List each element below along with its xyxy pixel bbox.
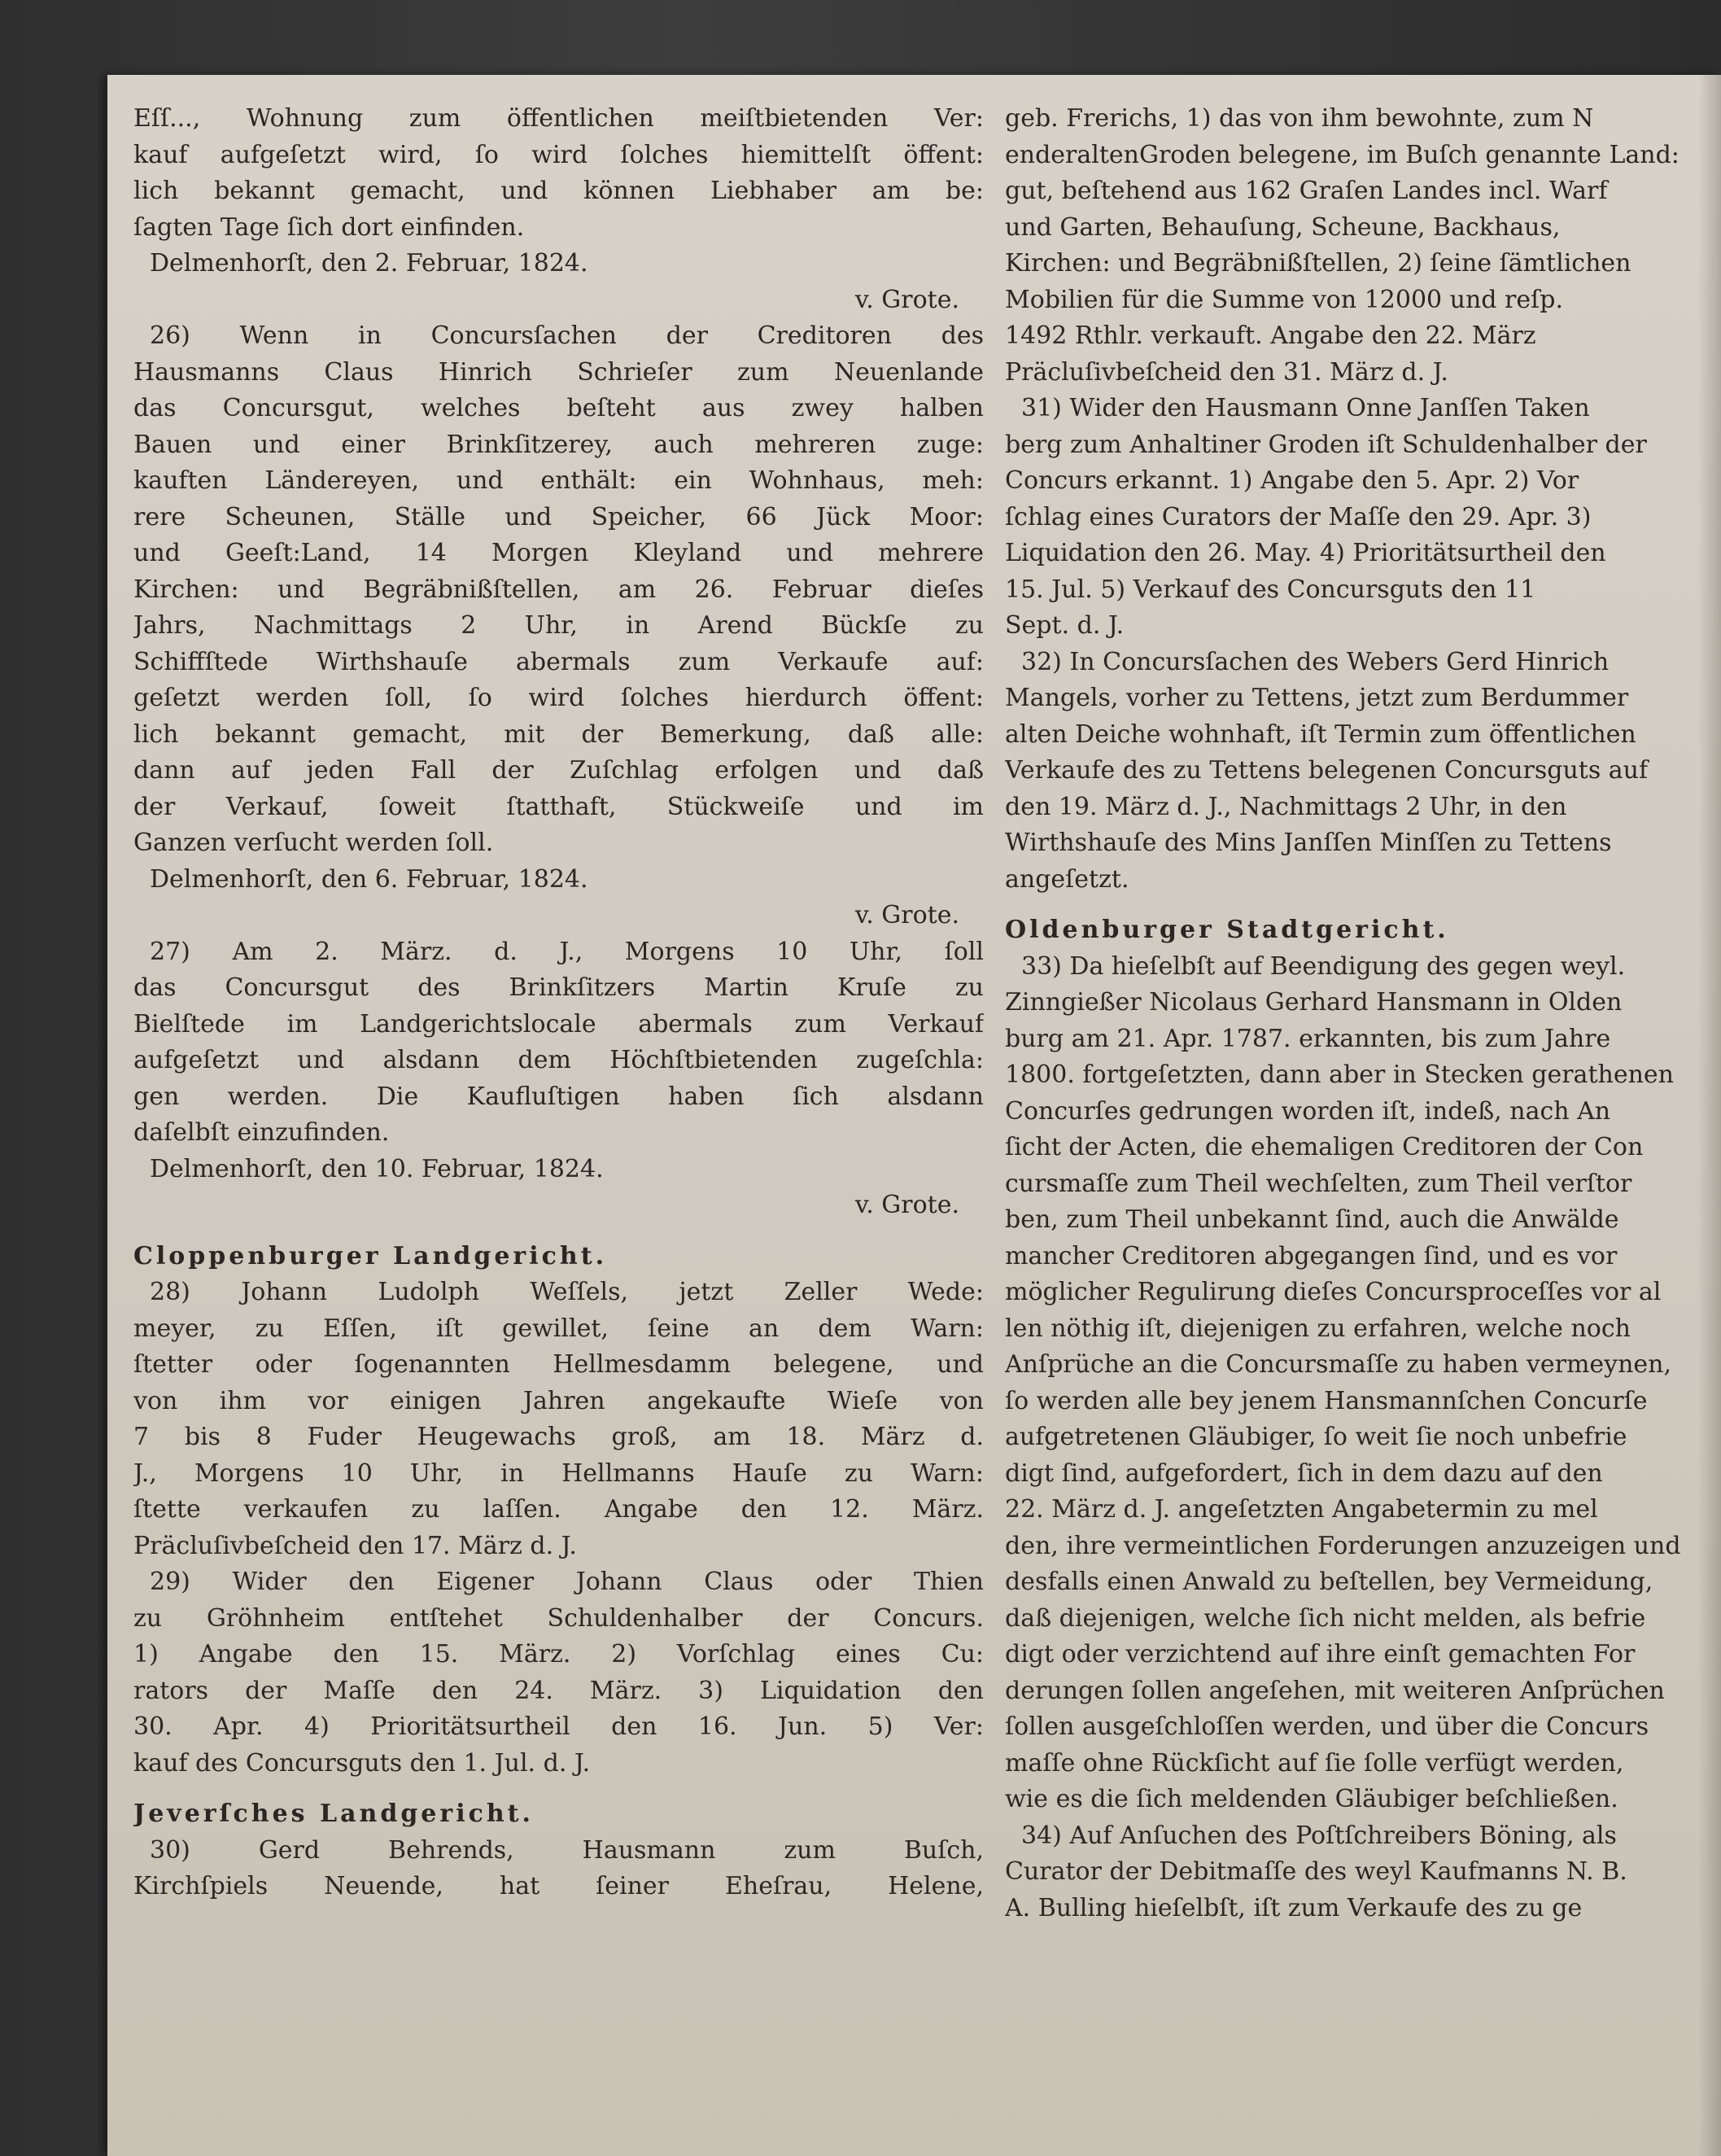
text-line: 1800. fortgeſetzten, dann aber in Stecken gerathenen <box>1005 1061 1674 1089</box>
text-line: Anſprüche an die Concursmaſſe zu haben vermeynen, <box>1005 1350 1672 1379</box>
text-line: 26) Wenn in Concursſachen der Creditoren des <box>150 321 984 350</box>
text-line: Bauen und einer Brinkſitzerey, auch mehreren zuge: <box>133 430 984 459</box>
text-line: das Concursgut des Brinkſitzers Martin Kruſe zu <box>133 973 984 1002</box>
section-heading: Jeverſches Landgericht. <box>133 1800 534 1828</box>
text-line: Delmenhorſt, den 6. Februar, 1824. <box>150 864 588 894</box>
text-line: Delmenhorſt, den 10. Februar, 1824. <box>150 1154 604 1183</box>
text-line: ben, zum Theil unbekannt ſind, auch die Anwälde <box>1005 1205 1619 1234</box>
text-line: dann auf jeden Fall der Zuſchlag erfolgen und daß <box>133 756 984 785</box>
text-line: Kirchen: und Begräbnißſtellen, am 26. Februar dieſes <box>133 575 984 604</box>
text-line: rators der Maſſe den 24. März. 3) Liquidation den <box>133 1676 984 1705</box>
text-line: 34) Auf Anſuchen des Poſtſchreibers Böning, als <box>1021 1821 1617 1850</box>
text-line: Mangels, vorher zu Tettens, jetzt zum Berdummer <box>1005 684 1629 712</box>
text-line: digt ſind, aufgefordert, ſich in dem dazu auf den <box>1005 1458 1603 1488</box>
text-line: burg am 21. Apr. 1787. erkannten, bis zum Jahre <box>1005 1024 1611 1053</box>
text-line: Ganzen verſucht werden ſoll. <box>133 829 494 857</box>
text-line: v. Grote. <box>854 901 959 929</box>
text-line: möglicher Regulirung dieſes Concursproceſſes vor al <box>1005 1278 1662 1306</box>
text-line: aufgeſetzt und alsdann dem Höchſtbietenden zugeſchla: <box>133 1046 984 1074</box>
text-line: Eſſ..., Wohnung zum öffentlichen meiſtbietenden Ver: <box>133 104 984 133</box>
text-line: geb. Frerichs, 1) das von ihm bewohnte, zum N <box>1005 104 1594 133</box>
text-line: Kirchen: und Begräbnißſtellen, 2) ſeine ſämtlichen <box>1005 249 1631 278</box>
text-line: Verkaufe des zu Tettens belegenen Concursguts auf <box>1005 756 1649 785</box>
text-line: Wirthshauſe des Mins Janſſen Minſſen zu Tettens <box>1005 829 1612 857</box>
text-line: 27) Am 2. März. d. J., Morgens 10 Uhr, ſoll <box>150 937 984 966</box>
text-line: 22. März d. J. angeſetzten Angabetermin zu mel <box>1005 1495 1598 1524</box>
section-gap <box>1005 898 1721 912</box>
text-line: und Geeſt:Land, 14 Morgen Kleyland und mehrere <box>133 539 984 567</box>
text-line: Liquidation den 26. May. 4) Prioritätsurtheil den <box>1005 539 1606 567</box>
text-line: cursmaſſe zum Theil wechſelten, zum Theil verſtor <box>1005 1169 1632 1198</box>
text-line: ſollen ausgeſchloſſen werden, und über die Concurs <box>1005 1712 1649 1741</box>
text-line: kauften Ländereyen, und enthält: ein Wohnhaus, meh: <box>133 466 984 495</box>
text-line: das Concursgut, welches beſteht aus zwey halben <box>133 394 984 422</box>
text-line: den, ihre vermeintlichen Forderungen anzuzeigen und <box>1005 1531 1681 1560</box>
text-line: Concurs erkannt. 1) Angabe den 5. Apr. 2) Vor <box>1005 466 1579 495</box>
text-line: Bielſtede im Landgerichtslocale abermals zum Verkauf <box>133 1009 984 1039</box>
text-line: von ihm vor einigen Jahren angekaufte Wieſe von <box>133 1386 984 1415</box>
text-line: und Garten, Behauſung, Scheune, Backhaus, <box>1005 212 1561 242</box>
text-line: kauf des Concursguts den 1. Jul. d. J. <box>133 1748 591 1778</box>
text-line: Hausmanns Claus Hinrich Schrieſer zum Neuenlande <box>133 357 984 387</box>
text-line: 30) Gerd Behrends, Hausmann zum Buſch, <box>150 1835 984 1865</box>
text-line: v. Grote. <box>854 1191 959 1219</box>
section-heading: Oldenburger Stadtgericht. <box>1005 916 1449 944</box>
text-line: der Verkauf, ſoweit ſtatthaft, Stückweiſe und im <box>133 792 984 821</box>
text-line: desfalls einen Anwald zu beſtellen, bey Vermeidung, <box>1005 1568 1653 1596</box>
section-gap <box>133 1224 984 1239</box>
text-line: Kirchſpiels Neuende, hat ſeiner Eheſrau, Helene, <box>133 1872 984 1900</box>
section-heading: Cloppenburger Landgericht. <box>133 1241 608 1270</box>
text-line: 30. Apr. 4) Prioritätsurtheil den 16. Jun. 5) Ver: <box>133 1712 984 1741</box>
right-text-column <box>1005 101 1721 1926</box>
text-line: geſetzt werden ſoll, ſo wird ſolches hierdurch öffent: <box>133 684 984 712</box>
text-line: maſſe ohne Rückſicht auf ſie ſolle verfügt werden, <box>1005 1748 1624 1778</box>
text-line: A. Bulling hieſelbſt, iſt zum Verkaufe des zu ge <box>1005 1893 1583 1922</box>
text-line: ſtetter oder ſogenannten Hellmesdamm belegene, und <box>133 1350 984 1379</box>
text-line: 15. Jul. 5) Verkauf des Concursguts den 11 <box>1005 575 1536 604</box>
text-line: ſo werden alle bey jenem Hansmannſchen Concurſe <box>1005 1386 1648 1415</box>
section-gap <box>133 1782 984 1796</box>
text-line: mancher Creditoren abgegangen ſind, und es vor <box>1005 1241 1618 1270</box>
text-line: 33) Da hieſelbſt auf Beendigung des gegen weyl. <box>1021 951 1626 981</box>
text-line: Sept. d. J. <box>1005 611 1125 640</box>
text-line: kauf aufgeſetzt wird, ſo wird ſolches hiemittelſt öffent: <box>133 140 984 169</box>
left-text-column <box>133 101 984 1905</box>
text-line: lich bekannt gemacht, und können Liebhaber am be: <box>133 177 984 205</box>
text-line: 1) Angabe den 15. März. 2) Vorſchlag eines Cu: <box>133 1640 984 1668</box>
text-line: v. Grote. <box>854 285 959 314</box>
text-line: alten Deiche wohnhaft, iſt Termin zum öffentlichen <box>1005 719 1636 749</box>
text-line: wie es die ſich meldenden Gläubiger beſchließen. <box>1005 1785 1618 1813</box>
text-line: 29) Wider den Eigener Johann Claus oder Thien <box>150 1568 984 1596</box>
text-line: gut, beſtehend aus 162 Graſen Landes incl. Warf <box>1005 177 1608 205</box>
text-line: J., Morgens 10 Uhr, in Hellmanns Hauſe zu Warn: <box>133 1458 984 1488</box>
text-line: enderaltenGroden belegene, im Buſch genannte Land: <box>1005 140 1680 169</box>
text-line: 7 bis 8 Fuder Heugewachs groß, am 18. März d. <box>133 1423 984 1451</box>
text-line: Präcluſivbeſcheid den 17. März d. J. <box>133 1531 577 1560</box>
text-line: Schiffſtede Wirthshauſe abermals zum Verkaufe auf: <box>133 647 984 676</box>
text-line: den 19. März d. J., Nachmittags 2 Uhr, in den <box>1005 792 1567 821</box>
text-line: angeſetzt. <box>1005 864 1129 894</box>
text-line: derungen ſollen angeſehen, mit weiteren Anſprüchen <box>1005 1676 1665 1705</box>
text-line: aufgetretenen Gläubiger, ſo weit ſie noch unbefrie <box>1005 1423 1627 1451</box>
text-line: Zinngießer Nicolaus Gerhard Hansmann in Olden <box>1005 988 1623 1017</box>
text-line: Curator der Debitmaſſe des weyl Kaufmanns N. B. <box>1005 1857 1627 1886</box>
text-line: 32) In Concursſachen des Webers Gerd Hinrich <box>1021 647 1610 676</box>
text-line: ſicht der Acten, die ehemaligen Creditoren der Con <box>1005 1133 1644 1161</box>
text-line: daß diejenigen, welche ſich nicht melden, als befrie <box>1005 1603 1646 1633</box>
text-line: len nöthig iſt, diejenigen zu erfahren, welche noch <box>1005 1314 1631 1343</box>
text-line: 1492 Rthlr. verkauft. Angabe den 22. März <box>1005 321 1536 350</box>
text-line: 31) Wider den Hausmann Onne Janſſen Taken <box>1021 394 1590 422</box>
text-line: digt oder verzichtend auf ihre einſt gemachten For <box>1005 1640 1636 1668</box>
text-line: ſagten Tage ſich dort einfinden. <box>133 212 525 242</box>
text-line: Concurſes gedrungen worden iſt, indeß, nach An <box>1005 1096 1611 1126</box>
text-line: Präcluſivbeſcheid den 31. März d. J. <box>1005 357 1448 387</box>
text-line: 28) Johann Ludolph Weſſels, jetzt Zeller Wede: <box>150 1278 984 1306</box>
text-line: ſtette verkaufen zu laſſen. Angabe den 12. März. <box>133 1495 984 1524</box>
text-line: meyer, zu Eſſen, iſt gewillet, ſeine an dem Warn: <box>133 1314 984 1343</box>
text-line: daſelbſt einzufinden. <box>133 1118 390 1147</box>
text-line: rere Scheunen, Ställe und Speicher, 66 Jück Moor: <box>133 502 984 531</box>
text-line: berg zum Anhaltiner Groden iſt Schuldenhalber der <box>1005 430 1647 459</box>
text-line: Delmenhorſt, den 2. Februar, 1824. <box>150 249 588 278</box>
text-line: zu Gröhnheim entſtehet Schuldenhalber der Concurs. <box>133 1603 984 1633</box>
text-line: lich bekannt gemacht, mit der Bemerkung, daß alle: <box>133 719 984 749</box>
text-line: Mobilien für die Summe von 12000 und reſp. <box>1005 285 1563 314</box>
text-line: Jahrs, Nachmittags 2 Uhr, in Arend Bückſe zu <box>133 611 984 640</box>
text-line: ſchlag eines Curators der Maſſe den 29. Apr. 3) <box>1005 502 1592 531</box>
text-line: gen werden. Die Kaufluſtigen haben ſich alsdann <box>133 1082 984 1111</box>
